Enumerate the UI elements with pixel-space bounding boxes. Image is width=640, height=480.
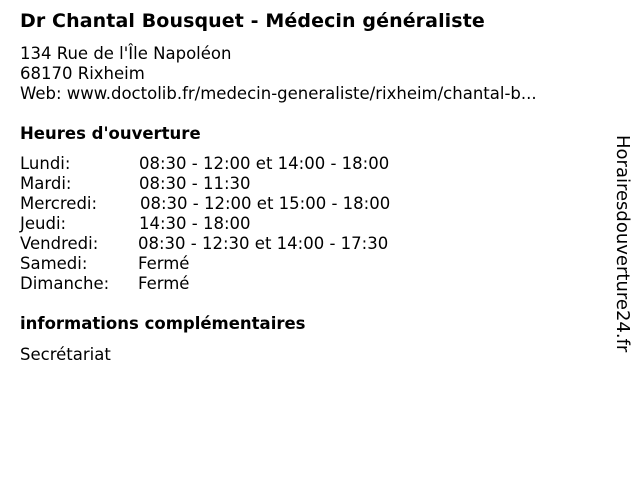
time-value: Fermé [138,254,190,273]
day-label: Samedi: [20,254,88,273]
opening-hours-heading: Heures d'ouverture [20,124,201,143]
address-block [20,44,537,104]
page-title: Dr Chantal Bousquet - Médecin généraliste [20,10,485,32]
day-label: Dimanche: [20,274,110,293]
time-value: 08:30 - 12:30 et 14:00 - 17:30 [138,234,389,253]
day-label: Lundi: [20,154,71,173]
time-value: 14:30 - 18:00 [139,214,251,233]
day-label: Jeudi: [20,214,67,233]
address-street: 134 Rue de l'Île Napoléon [20,44,232,63]
additional-info-heading: informations complémentaires [20,314,306,333]
day-label: Mercredi: [20,194,98,213]
day-label: Mardi: [20,174,72,193]
time-value: 08:30 - 12:00 et 14:00 - 18:00 [139,154,390,173]
additional-info-text: Secrétariat [20,345,111,364]
site-watermark: Horairesdouverture24.fr [612,135,633,353]
time-value: 08:30 - 11:30 [139,174,251,193]
day-label: Vendredi: [20,234,99,253]
time-value: 08:30 - 12:00 et 15:00 - 18:00 [140,194,391,213]
website-link[interactable]: Web: www.doctolib.fr/medecin-generaliste/rixheim/chantal-b... [20,84,537,103]
address-city: 68170 Rixheim [20,64,145,83]
time-value: Fermé [138,274,190,293]
